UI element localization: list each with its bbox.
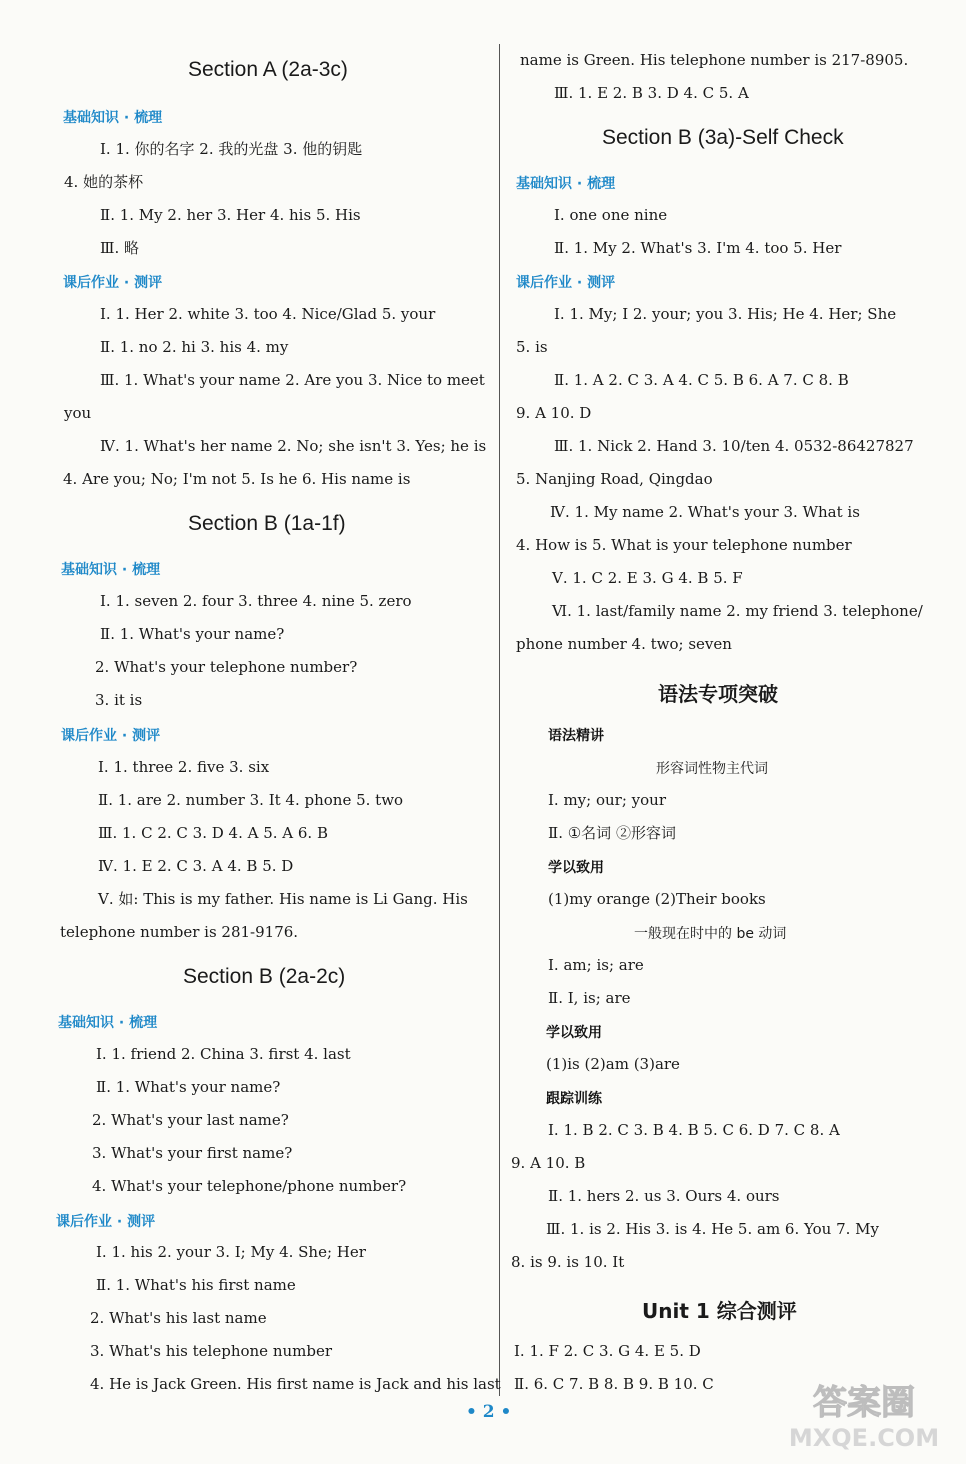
section-title: Unit 1 综合测评 bbox=[642, 1299, 797, 1323]
section-title: Section B (2a-2c) bbox=[183, 965, 346, 988]
answer-line: 4. 她的茶杯 bbox=[64, 173, 144, 191]
answer-line: Ⅰ. 1. F 2. C 3. G 4. E 5. D bbox=[514, 1342, 701, 1360]
watermark-logo bbox=[777, 1374, 952, 1454]
section-tag: 课后作业 · 测评 bbox=[516, 275, 616, 291]
answer-line: Ⅱ. 1. A 2. C 3. A 4. C 5. B 6. A 7. C 8. B bbox=[554, 371, 849, 389]
answer-line: Ⅰ. my; our; your bbox=[548, 791, 667, 809]
sub-heading: 学以致用 bbox=[546, 1025, 602, 1041]
answer-line: Ⅳ. 1. My name 2. What's your 3. What is bbox=[550, 503, 860, 521]
answer-line: 9. A 10. D bbox=[516, 404, 592, 422]
answer-line: Ⅱ. 1. hers 2. us 3. Ours 4. ours bbox=[548, 1187, 780, 1205]
sub-heading: 学以致用 bbox=[548, 860, 604, 876]
answer-line: Ⅲ. 1. Nick 2. Hand 3. 10/ten 4. 0532-86427827 bbox=[554, 437, 914, 455]
answer-line: Ⅱ. 1. My 2. her 3. Her 4. his 5. His bbox=[100, 206, 361, 224]
answer-line: Ⅴ. 如: This is my father. His name is Li Gang. His bbox=[98, 890, 468, 908]
section-tag: 课后作业 · 测评 bbox=[63, 275, 163, 291]
answer-line: Ⅱ. 1. My 2. What's 3. I'm 4. too 5. Her bbox=[554, 239, 842, 257]
answer-line: (1)is (2)am (3)are bbox=[546, 1055, 680, 1073]
answer-line: Ⅱ. 1. What's your name? bbox=[96, 1078, 281, 1096]
answer-line: name is Green. His telephone number is 217-8905. bbox=[520, 51, 909, 69]
answer-line: 5. is bbox=[516, 338, 548, 356]
answer-line: 4. How is 5. What is your telephone number bbox=[516, 536, 852, 554]
answer-line: Ⅱ. 1. no 2. hi 3. his 4. my bbox=[100, 338, 289, 356]
section-tag: 课后作业 · 测评 bbox=[61, 728, 161, 744]
watermark-text: 答案圈 bbox=[813, 1383, 915, 1423]
answer-line: 4. He is Jack Green. His first name is Jack and his last bbox=[90, 1375, 501, 1393]
answer-line: 9. A 10. B bbox=[511, 1154, 586, 1172]
answer-line: Ⅰ. 1. Her 2. white 3. too 4. Nice/Glad 5. your bbox=[100, 305, 436, 323]
answer-line: Ⅰ. 1. seven 2. four 3. three 4. nine 5. zero bbox=[100, 592, 412, 610]
answer-line: 3. What's your first name? bbox=[92, 1144, 293, 1162]
answer-line: Ⅰ. 1. My; I 2. your; you 3. His; He 4. Her; She bbox=[554, 305, 897, 323]
answer-line: Ⅲ. 1. E 2. B 3. D 4. C 5. A bbox=[554, 84, 749, 102]
answer-line: Ⅱ. ①名词 ②形容词 bbox=[548, 824, 676, 842]
answer-line: Ⅳ. 1. E 2. C 3. A 4. B 5. D bbox=[98, 857, 294, 875]
answer-line: Ⅴ. 1. C 2. E 3. G 4. B 5. F bbox=[552, 569, 743, 587]
answer-line: 4. Are you; No; I'm not 5. Is he 6. His name is bbox=[63, 470, 411, 488]
answer-line: Ⅳ. 1. What's her name 2. No; she isn't 3. Yes; he is bbox=[100, 437, 487, 455]
section-title: Section B (1a-1f) bbox=[188, 512, 346, 535]
answer-line: Ⅰ. 1. 你的名字 2. 我的光盘 3. 他的钥匙 bbox=[100, 140, 363, 158]
answer-line: you bbox=[64, 404, 92, 422]
answer-line: 5. Nanjing Road, Qingdao bbox=[516, 470, 713, 488]
answer-line: Ⅰ. 1. his 2. your 3. I; My 4. She; Her bbox=[96, 1243, 366, 1261]
answer-line: Ⅲ. 1. C 2. C 3. D 4. A 5. A 6. B bbox=[98, 824, 328, 842]
answer-line: Ⅱ. 1. What's your name? bbox=[100, 625, 285, 643]
section-title: 语法专项突破 bbox=[658, 682, 778, 706]
centered-heading: 形容词性物主代词 bbox=[656, 761, 768, 777]
answer-line: (1)my orange (2)Their books bbox=[548, 890, 766, 908]
column-divider bbox=[499, 44, 500, 1396]
watermark-domain: MXQE.COM bbox=[788, 1424, 940, 1452]
answer-line: Ⅱ. 1. are 2. number 3. It 4. phone 5. two bbox=[98, 791, 404, 809]
answer-line: Ⅰ. one one nine bbox=[554, 206, 668, 224]
answer-line: 2. What's his last name bbox=[90, 1309, 267, 1327]
page-number: • 2 • bbox=[466, 1402, 512, 1422]
answer-line: 4. What's your telephone/phone number? bbox=[92, 1177, 407, 1195]
answer-line: Ⅱ. I, is; are bbox=[548, 989, 631, 1007]
sub-heading: 跟踪训练 bbox=[546, 1091, 602, 1107]
answer-line: Ⅲ. 1. is 2. His 3. is 4. He 5. am 6. You 7. My bbox=[546, 1220, 879, 1238]
answer-line: Ⅰ. 1. friend 2. China 3. first 4. last bbox=[96, 1045, 351, 1063]
centered-heading: 一般现在时中的 be 动词 bbox=[634, 926, 787, 942]
section-tag: 基础知识 · 梳理 bbox=[516, 176, 616, 192]
answer-line: telephone number is 281-9176. bbox=[60, 923, 299, 941]
answer-line: Ⅲ. 1. What's your name 2. Are you 3. Nice to meet bbox=[100, 371, 485, 389]
section-title: Section A (2a-3c) bbox=[188, 58, 348, 81]
answer-line: 2. What's your telephone number? bbox=[95, 658, 358, 676]
answer-line: Ⅰ. 1. three 2. five 3. six bbox=[98, 758, 270, 776]
section-title: Section B (3a)-Self Check bbox=[602, 126, 844, 149]
section-tag: 基础知识 · 梳理 bbox=[61, 562, 161, 578]
answer-line: Ⅵ. 1. last/family name 2. my friend 3. telephone/ bbox=[552, 602, 923, 620]
answer-line: Ⅱ. 1. What's his first name bbox=[96, 1276, 296, 1294]
answer-line: Ⅲ. 略 bbox=[100, 239, 140, 257]
answer-line: 2. What's your last name? bbox=[92, 1111, 289, 1129]
section-tag: 课后作业 · 测评 bbox=[56, 1214, 156, 1230]
sub-heading: 语法精讲 bbox=[548, 728, 604, 744]
answer-line: Ⅰ. 1. B 2. C 3. B 4. B 5. C 6. D 7. C 8. A bbox=[548, 1121, 840, 1139]
section-tag: 基础知识 · 梳理 bbox=[63, 110, 163, 126]
answer-line: 8. is 9. is 10. It bbox=[511, 1253, 625, 1271]
answer-line: 3. it is bbox=[95, 691, 143, 709]
answer-line: Ⅱ. 6. C 7. B 8. B 9. B 10. C bbox=[514, 1375, 714, 1393]
answer-line: Ⅰ. am; is; are bbox=[548, 956, 644, 974]
answer-line: phone number 4. two; seven bbox=[516, 635, 732, 653]
section-tag: 基础知识 · 梳理 bbox=[58, 1015, 158, 1031]
answer-line: 3. What's his telephone number bbox=[90, 1342, 333, 1360]
